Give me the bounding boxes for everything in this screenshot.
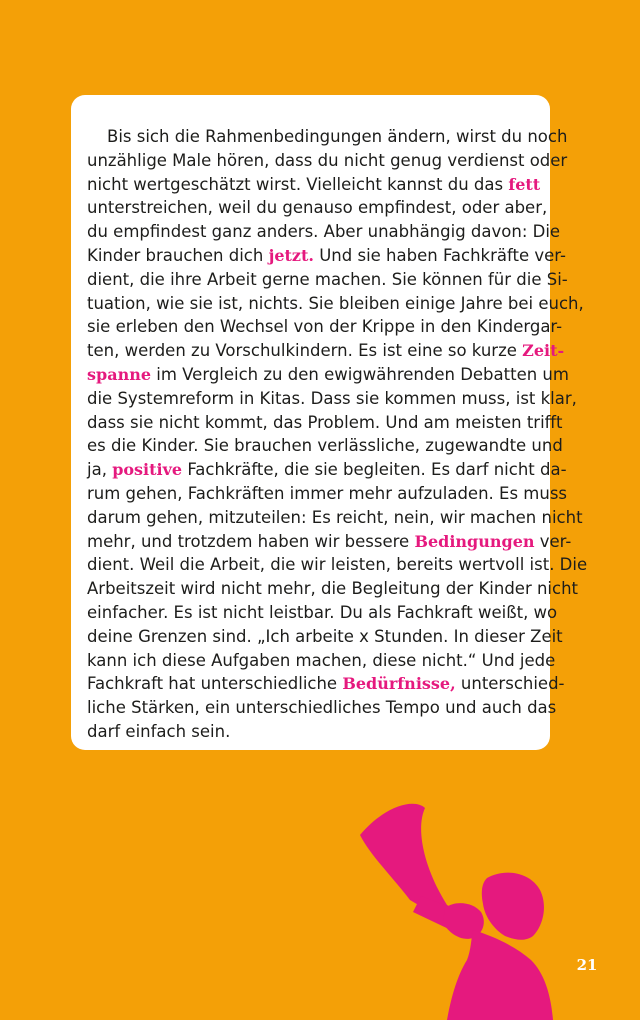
text-line [87, 173, 541, 197]
text-line [87, 696, 557, 720]
text-line [87, 220, 561, 244]
text-run: es die Kinder. Sie brauchen verlässliche, zugewandte und [87, 436, 563, 456]
highlight-word: Bedürfnisse, [342, 674, 456, 694]
text-line [87, 339, 565, 363]
text-run: darum gehen, mitzuteilen: Es reicht, nein, wir machen nicht [87, 507, 583, 527]
page-number: 21 [576, 956, 598, 974]
text-run: Kinder brauchen dich [87, 246, 269, 265]
text-line [87, 149, 568, 173]
text-line [87, 720, 533, 744]
text-line [87, 649, 556, 673]
highlight-word: spanne [87, 365, 152, 384]
text-line [87, 363, 569, 387]
text-run: im Vergleich zu den ewigwährenden Debatten um [151, 365, 569, 384]
text-run: unterstreichen, weil du genauso empfindest, oder aber, [87, 198, 548, 218]
text-line [87, 244, 566, 268]
text-line [87, 196, 548, 220]
text-run: Arbeitszeit wird nicht mehr, die Begleitung der Kinder nicht [87, 579, 579, 599]
text-run: rum gehen, Fachkräften immer mehr aufzuladen. Es muss [87, 484, 568, 503]
text-line [87, 672, 565, 696]
text-line [87, 625, 563, 649]
text-run: Fachkräfte, die sie begleiten. Es darf nicht da- [182, 460, 567, 480]
text-run: dient. Weil die Arbeit, die wir leisten, bereits wertvoll ist. Die [87, 555, 588, 575]
text-run: tuation, wie sie ist, nichts. Sie bleiben einige Jahre bei euch, [87, 293, 584, 313]
text-line [87, 482, 568, 506]
text-line [87, 577, 579, 601]
text-run: mehr, und trotzdem haben wir bessere [87, 531, 415, 551]
text-line [87, 553, 588, 577]
text-run: ja, [87, 460, 113, 480]
text-run: deine Grenzen sind. „Ich arbeite x Stunden. In dieser Zeit [87, 626, 563, 646]
text-run: die Systemreform in Kitas. Dass sie kommen muss, ist klar, [87, 388, 577, 408]
text-run: ten, werden zu Vorschulkindern. Es ist eine so kurze [87, 341, 523, 361]
text-run: nicht wertgeschätzt wirst. Vielleicht kannst du das [87, 174, 509, 194]
highlight-word: fett [508, 174, 541, 194]
text-run: Bis sich die Rahmenbedingungen ändern, wirst du noch [107, 127, 568, 146]
text-run: Und sie haben Fachkräfte ver- [313, 246, 566, 265]
text-run: darf einfach sein. [87, 722, 231, 741]
text-line [87, 506, 583, 530]
text-line [87, 458, 567, 482]
highlight-word: Zeit- [522, 341, 565, 361]
text-line [87, 387, 577, 411]
highlight-word: positive [112, 460, 183, 480]
text-line [87, 292, 584, 316]
text-line [87, 268, 568, 292]
text-run: einfacher. Es ist nicht leistbar. Du als Fachkraft weißt, wo [87, 603, 558, 622]
text-run: Fachkraft hat unterschiedliche [87, 674, 343, 694]
highlight-word: jetzt. [268, 246, 314, 265]
text-run: dass sie nicht kommt, das Problem. Und am meisten trifft [87, 412, 563, 432]
text-line [87, 411, 563, 435]
text-run: sie erleben den Wechsel von der Krippe in den Kindergar- [87, 317, 563, 337]
text-run: du empfindest ganz anders. Aber unabhängig davon: Die [87, 222, 561, 242]
highlight-word: Bedingungen [414, 531, 535, 551]
text-run: ver- [534, 531, 572, 551]
text-run: kann ich diese Aufgaben machen, diese nicht.“ Und jede [87, 650, 556, 670]
text-line [87, 530, 572, 554]
text-run: dient, die ihre Arbeit gerne machen. Sie können für die Si- [87, 269, 568, 289]
text-line [87, 601, 558, 625]
text-line [87, 434, 563, 458]
text-run: liche Stärken, ein unterschiedliches Tempo und auch das [87, 698, 557, 718]
text-line [107, 125, 568, 149]
text-run: unterschied- [455, 674, 565, 694]
megaphone-silhouette-illustration [355, 800, 555, 1020]
text-line [87, 315, 563, 339]
text-run: unzählige Male hören, dass du nicht genug verdienst oder [87, 150, 568, 170]
